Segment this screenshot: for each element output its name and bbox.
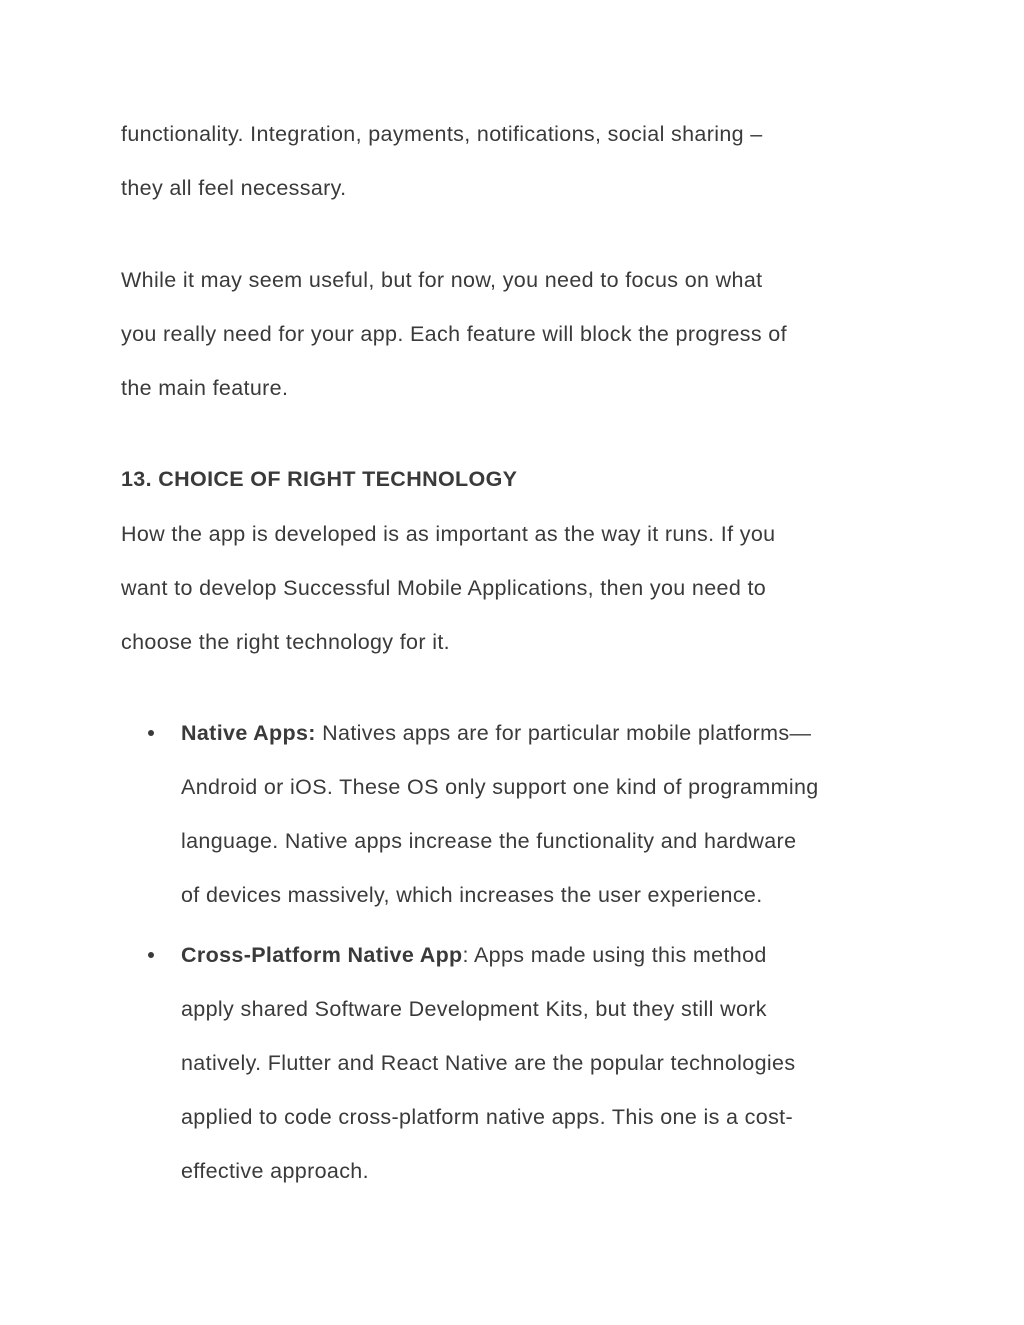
bullet-2-line-1 [181, 942, 767, 968]
section-heading: 13. CHOICE OF RIGHT TECHNOLOGY [121, 467, 518, 491]
bullet-2-line-3: natively. Flutter and React Native are the popular technologies [181, 1051, 796, 1075]
bullet-2-line-2: apply shared Software Development Kits, but they still work [181, 997, 767, 1021]
bullet-dot [148, 952, 154, 958]
para2-line-2: you really need for your app. Each feature will block the progress of [121, 322, 787, 346]
bullet-1-line-4: of devices massively, which increases the user experience. [181, 883, 763, 907]
intro-line-2: they all feel necessary. [121, 176, 347, 200]
bullet-2-line-1-text: : Apps made using this method [462, 943, 767, 967]
bullet-1-line-2: Android or iOS. These OS only support one kind of programming [181, 775, 819, 799]
bullet-1-term: Native Apps: [181, 721, 316, 745]
para2-line-1: While it may seem useful, but for now, you need to focus on what [121, 268, 763, 292]
section-line-3: choose the right technology for it. [121, 630, 450, 654]
bullet-2-line-5: effective approach. [181, 1159, 369, 1183]
section-line-1: How the app is developed is as important as the way it runs. If you [121, 522, 776, 546]
bullet-1-line-3: language. Native apps increase the functionality and hardware [181, 829, 797, 853]
bullet-1-line-1-text: Natives apps are for particular mobile platforms— [315, 721, 812, 745]
bullet-dot [148, 730, 154, 736]
intro-line-1: functionality. Integration, payments, notifications, social sharing – [121, 122, 763, 146]
bullet-2-line-4: applied to code cross-platform native apps. This one is a cost- [181, 1105, 794, 1129]
bullet-1-line-1 [181, 720, 902, 746]
section-line-2: want to develop Successful Mobile Applications, then you need to [121, 576, 767, 600]
para2-line-3: the main feature. [121, 376, 289, 400]
bullet-2-term: Cross-Platform Native App [181, 943, 463, 967]
